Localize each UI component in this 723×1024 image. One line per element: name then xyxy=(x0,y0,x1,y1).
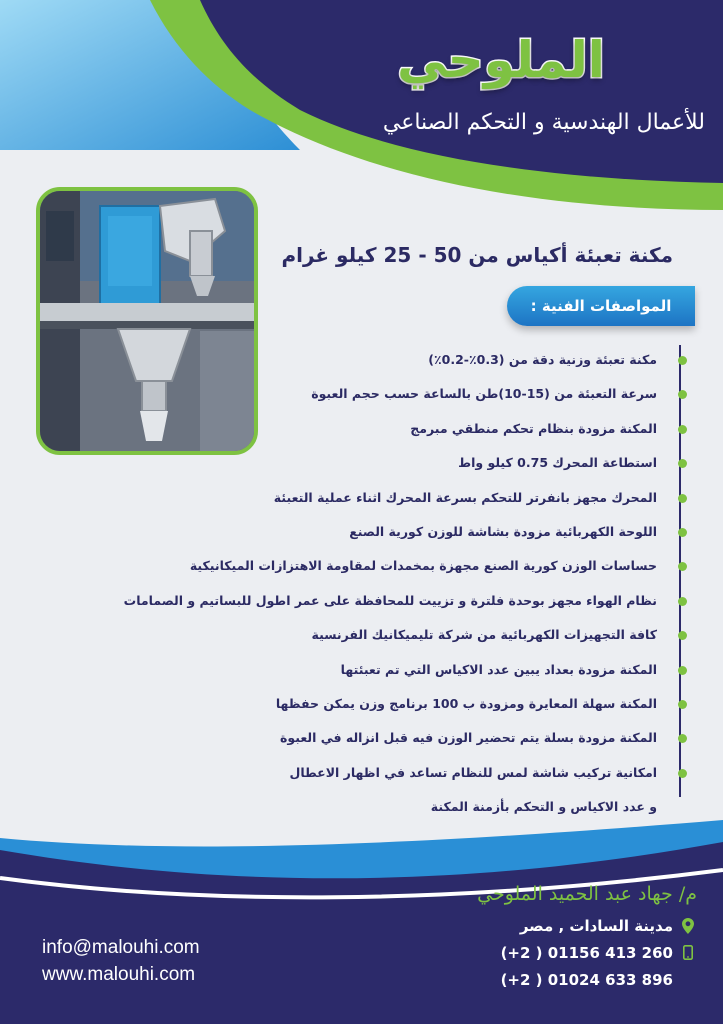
spec-text: كافة التجهيزات الكهربائية من شركة تليميكانيك الفرنسية xyxy=(311,627,657,643)
address-text: مدينة السادات , مصر xyxy=(519,917,673,935)
email-link[interactable]: info@malouhi.com xyxy=(42,937,200,958)
spec-item xyxy=(45,412,705,446)
spec-item xyxy=(45,721,705,755)
spec-item xyxy=(45,481,705,515)
spec-item xyxy=(45,653,705,687)
bullet-icon xyxy=(678,769,687,778)
address-row xyxy=(357,914,697,938)
specs-heading: المواصفات الفنية : xyxy=(530,297,672,315)
spec-item xyxy=(45,343,705,377)
spec-text: المكنة سهلة المعايرة ومزودة ب 100 برنامج وزن يمكن حفظها xyxy=(275,695,657,711)
specs-heading-tab xyxy=(507,286,695,326)
spec-text: المكنة مزودة بسلة يتم تحضير الوزن فيه قبل انزاله في العبوة xyxy=(280,730,657,746)
website-link[interactable]: www.malouhi.com xyxy=(42,964,196,985)
spec-text: المحرك مجهز بانفرتر للتحكم بسرعة المحرك اثناء عملية التعبئة xyxy=(273,489,657,505)
bullet-icon xyxy=(678,390,687,399)
phone-row-2 xyxy=(357,968,697,992)
phone-row-1 xyxy=(357,941,697,965)
header-navy-shape xyxy=(200,0,723,183)
spec-text: و عدد الاكياس و التحكم بأزمنة المكنة xyxy=(430,799,657,815)
spec-text: نظام الهواء مجهز بوحدة فلترة و تزييت للمحافظة على عمر اطول للبساتيم و الصمامات xyxy=(123,592,657,608)
spec-item xyxy=(45,687,705,721)
spec-text: المكنة مزودة بعداد يبين عدد الاكياس التي تم تعبئتها xyxy=(340,661,657,677)
bullet-icon xyxy=(678,700,687,709)
brand-logo-text: الملوحي xyxy=(397,31,605,89)
spec-text: مكنة تعبئة وزنية دقة من (0.3٪-0.2٪) xyxy=(428,352,657,367)
spec-text: المكنة مزودة بنظام تحكم منطقي مبرمج xyxy=(410,420,657,436)
spec-item xyxy=(45,756,705,790)
spec-item xyxy=(45,446,705,480)
mobile-phone-icon xyxy=(679,941,697,965)
bullet-icon xyxy=(678,666,687,675)
bullet-icon xyxy=(678,528,687,537)
bullet-icon xyxy=(678,562,687,571)
spec-text: اللوحة الكهربائية مزودة بشاشة للوزن كورية الصنع xyxy=(349,523,657,539)
product-title: مكنة تعبئة أكياس من 50 - 25 كيلو غرام xyxy=(281,243,673,267)
bullet-icon xyxy=(678,597,687,606)
spec-text: امكانية تركيب شاشة لمس للنظام تساعد في اظهار الاعطال xyxy=(289,764,657,780)
spec-item xyxy=(45,377,705,411)
bullet-icon xyxy=(678,494,687,503)
bullet-icon xyxy=(678,459,687,468)
bullet-icon xyxy=(678,734,687,743)
phone-number-1[interactable]: (+2 ) 01156 413 260 xyxy=(500,944,673,962)
spec-text: استطاعة المحرك 0.75 كيلو واط xyxy=(458,455,657,471)
spec-item xyxy=(45,618,705,652)
company-tagline: للأعمال الهندسية و التحكم الصناعي xyxy=(382,110,705,135)
spec-item xyxy=(45,584,705,618)
location-pin-icon xyxy=(679,914,697,938)
spec-item xyxy=(45,515,705,549)
bullet-icon xyxy=(678,631,687,640)
bullet-icon xyxy=(678,356,687,365)
bullet-icon xyxy=(678,425,687,434)
contact-name: م/ جهاد عبد الحميد الملوحي xyxy=(477,883,697,905)
spec-item xyxy=(45,549,705,583)
phone-number-2[interactable]: (+2 ) 01024 633 896 xyxy=(500,971,673,989)
spec-text: حساسات الوزن كورية الصنع مجهزة بمخمدات لمقاومة الاهتزازات الميكانيكية xyxy=(189,558,657,574)
spec-text: سرعة التعبئة من (15-10)طن بالساعة حسب حجم العبوة xyxy=(311,386,657,402)
spec-list xyxy=(45,343,705,824)
spec-item xyxy=(45,790,705,824)
